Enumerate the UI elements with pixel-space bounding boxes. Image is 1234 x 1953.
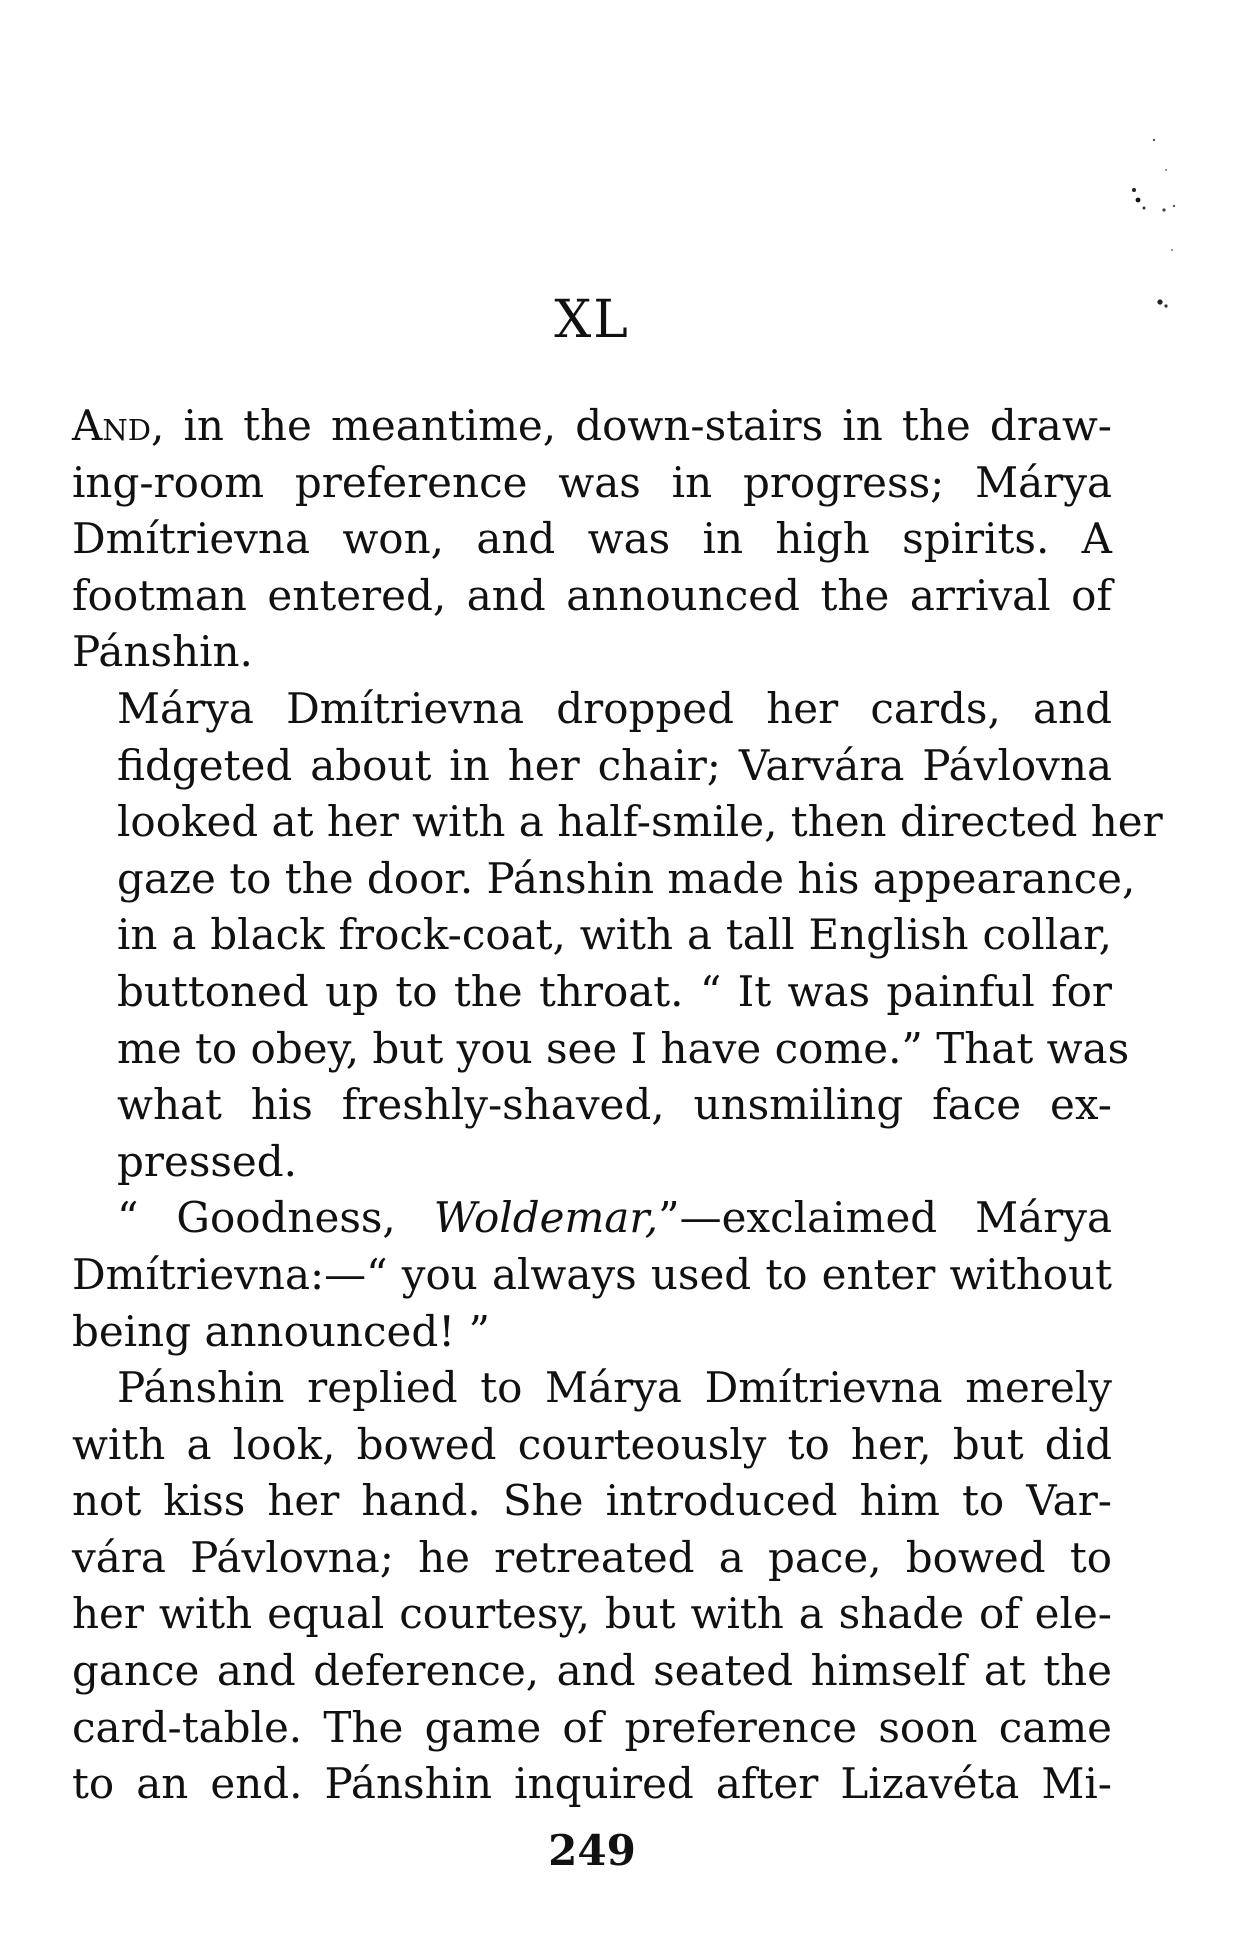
paragraph-1 [72,398,1112,681]
text-line: Dmítrievna won, and was in high spirits. A [72,514,1112,564]
book-page [72,0,1163,1953]
text-line: looked at her with a half-smile, then directed her [117,797,1163,847]
text-line: footman entered, and announced the arrival of [72,570,1112,620]
quote-open: “ Goodness, [117,1193,434,1243]
text-line: being announced! ” [72,1306,490,1356]
text-line: with a look, bowed courteously to her, but did [72,1419,1112,1469]
text-line: Pánshin. [72,627,253,677]
text-line: to an end. Pánshin inquired after Lizavéta Mi- [72,1759,1112,1809]
body-text [72,398,1163,1813]
page-number: 249 [548,1826,636,1875]
text-line: gaze to the door. Pánshin made his appearance, [117,853,1136,903]
chapter-heading: XL [554,290,630,350]
paragraph-2 [72,681,1163,1190]
scan-specks [1114,130,1194,350]
text-line-rest: , in the meantime, down-stairs in the draw- [150,401,1112,450]
text-line [72,1190,1112,1247]
text-line: not kiss her hand. She introduced him to Var- [72,1476,1112,1526]
text-line: buttoned up to the throat. “ It was painful for [117,966,1112,1016]
text-line: me to obey, but you see I have come.” That was [117,1023,1130,1073]
text-line [72,398,1112,455]
text-line: pressed. [117,1136,298,1186]
text-line: ing-room preference was in progress; Márya [72,457,1112,507]
paragraph-3 [72,1190,1112,1360]
drop-word: And [72,401,151,450]
text-line: Dmítrievna:—“ you always used to enter without [72,1249,1112,1299]
text-line: gance and deference, and seated himself at the [72,1646,1112,1696]
text-line: vára Pávlovna; he retreated a pace, bowed to [72,1532,1112,1582]
text-line: in a black frock-coat, with a tall English collar, [117,910,1112,960]
text-line: Pánshin replied to Márya Dmítrievna merely [117,1363,1112,1413]
text-line: what his freshly-shaved, unsmiling face ex- [117,1080,1112,1130]
text-line: card-table. The game of preference soon came [72,1702,1112,1752]
italic-name: Woldemar, [433,1193,659,1243]
text-line: her with equal courtesy, but with a shade of ele- [72,1589,1112,1639]
text-line: Márya Dmítrievna dropped her cards, and [117,683,1112,733]
quote-rest: ”—exclaimed Márya [658,1193,1112,1243]
text-line: fidgeted about in her chair; Varvára Pávlovna [117,740,1112,790]
paragraph-4 [72,1360,1112,1813]
